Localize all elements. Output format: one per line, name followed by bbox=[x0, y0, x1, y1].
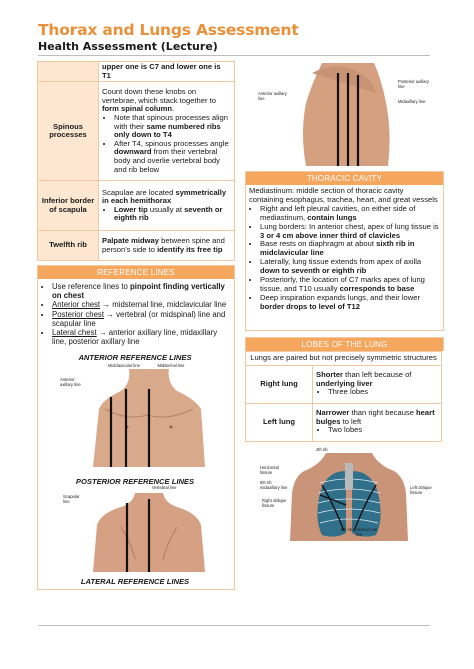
scapular-label: Scapular line bbox=[63, 494, 80, 504]
table-row bbox=[246, 365, 442, 403]
list-item: • Laterally, lung tissue extends from apex of axilla down to seventh or eighth rib bbox=[260, 258, 440, 276]
table-row-label: Inferior border of scapula bbox=[38, 181, 99, 231]
table-row bbox=[246, 352, 442, 366]
table-row-label: Spinous processes bbox=[38, 82, 99, 181]
posterior-chest-drawing bbox=[91, 493, 207, 572]
list-item: • Posterior chest → vertebral (or midspinal) line and scapular line bbox=[52, 310, 231, 328]
table-cell: Shorter than left because of underlying liver • Three lobes bbox=[313, 365, 442, 403]
list-item: • Lower tip usually at seventh or eighth rib bbox=[114, 206, 231, 223]
lobes-heading-box bbox=[245, 337, 444, 351]
rib4-label: 4th rib bbox=[316, 447, 328, 452]
list-item: • Base rests on diaphragm at about sixth rib in midclavicular line bbox=[260, 240, 440, 258]
footer-divider bbox=[38, 625, 430, 626]
table-cell: Palpate midway between spine and person's side to identify its free tip bbox=[99, 231, 235, 261]
table-cell: Scapulae are located symmetrically in each hemithorax • Lower tip usually at seventh or eighth rib bbox=[99, 181, 235, 231]
table-cell: Narrower than right because heart bulges to left • Two lobes bbox=[313, 403, 442, 441]
posterior-caption: POSTERIOR REFERENCE LINES bbox=[75, 477, 195, 486]
anterior-caption: ANTERIOR REFERENCE LINES bbox=[78, 353, 192, 362]
landmarks-table bbox=[37, 61, 235, 261]
lateral-posterior-axillary-label: Posterior axillary line bbox=[398, 79, 429, 89]
rib5-label: 5th rib midaxillary line bbox=[260, 480, 288, 490]
header-divider bbox=[38, 55, 430, 56]
table-cell: Count down these knobs on vertebrae, which stack together to form spinal column. • Note that spinous processes align with their same numbered ribs only down to T4 • After T4, spinous processes angle downward from their vertebral body and overlie vertebral body and rib below bbox=[99, 82, 235, 181]
list-item: • Deep inspiration expands lungs, and their lower border drops to level of T12 bbox=[260, 294, 440, 312]
lateral-caption: LATERAL REFERENCE LINES bbox=[80, 577, 190, 586]
anterior-axillary-label: Anterior axillary line bbox=[60, 377, 81, 387]
page-title: Thorax and Lungs Assessment bbox=[38, 21, 299, 39]
posterior-chest-image bbox=[91, 493, 207, 572]
midclavicular-label: Midclavicular line bbox=[108, 363, 140, 368]
table-row bbox=[38, 82, 235, 181]
list-item: • Three lobes bbox=[328, 388, 438, 397]
list-item: • Lung borders: In anterior chest, apex of lung tissue is 3 or 4 cm above inner third of clavicles bbox=[260, 223, 440, 241]
lateral-midaxillary-label: Midaxillary line bbox=[398, 99, 426, 104]
left-lung-label: Left lung bbox=[246, 403, 313, 441]
right-lung-label: Right lung bbox=[246, 365, 313, 403]
right-oblique-label: Right oblique fissure bbox=[262, 498, 287, 508]
lobes-intro: Lungs are paired but not precisely symmetric structures bbox=[246, 352, 442, 366]
thoracic-intro: Mediastinum: middle section of thoracic cavity containing esophagus, trachea, heart, and great vessels bbox=[249, 186, 438, 204]
table-row bbox=[246, 403, 442, 441]
anterior-chest-image bbox=[91, 369, 207, 467]
table-row-label bbox=[38, 62, 99, 82]
list-item: • Lateral chest → anterior axillary line, midaxillary line, posterior axillary line bbox=[52, 328, 231, 346]
vertebral-label: Vertebral line bbox=[152, 485, 177, 490]
list-item: • After T4, spinous processes angle downward from their vertebral body and overlie vertebral body and rib below bbox=[114, 140, 231, 174]
lobes-table bbox=[245, 351, 442, 442]
lateral-chest-image bbox=[292, 63, 397, 166]
list-item: • Anterior chest → midsternal line, midclavicular line bbox=[52, 300, 231, 309]
lobes-heading: LOBES OF THE LUNG bbox=[246, 338, 443, 351]
thoracic-cavity-box bbox=[245, 171, 444, 331]
reference-lines-heading: REFERENCE LINES bbox=[38, 266, 234, 279]
table-row bbox=[38, 62, 235, 82]
midsternal-label: Midsternal line bbox=[157, 363, 185, 368]
reference-lines-body bbox=[38, 279, 234, 349]
list-item: • Two lobes bbox=[328, 426, 438, 435]
table-row-label: Twelfth rib bbox=[38, 231, 99, 261]
list-item: • Note that spinous processes align with their same numbered ribs only down to T4 bbox=[114, 114, 231, 140]
list-item: • Right and left pleural cavities, on either side of mediastinum, contain lungs bbox=[260, 205, 440, 223]
thoracic-cavity-heading: THORACIC CAVITY bbox=[246, 172, 443, 185]
horizontal-fissure-label: Horizontal fissure bbox=[260, 465, 279, 475]
lateral-chest-drawing bbox=[292, 63, 397, 166]
anterior-chest-drawing bbox=[91, 369, 207, 467]
list-item: • Posteriorly, the location of C7 marks apex of lung tissue, and T10 usually corresponds to base bbox=[260, 276, 440, 294]
table-cell: upper one is C7 and lower one is T1 bbox=[99, 62, 235, 82]
rib6-label: 6th rib midclavicular line bbox=[340, 527, 378, 537]
page-subtitle: Health Assessment (Lecture) bbox=[38, 40, 218, 53]
table-row bbox=[38, 181, 235, 231]
list-item: • Use reference lines to pinpoint finding vertically on chest bbox=[52, 282, 231, 300]
left-oblique-label: Left oblique fissure bbox=[410, 485, 432, 495]
lateral-anterior-axillary-label: Anterior axillary line bbox=[258, 91, 287, 101]
table-row bbox=[38, 231, 235, 261]
thoracic-cavity-body bbox=[246, 185, 443, 314]
